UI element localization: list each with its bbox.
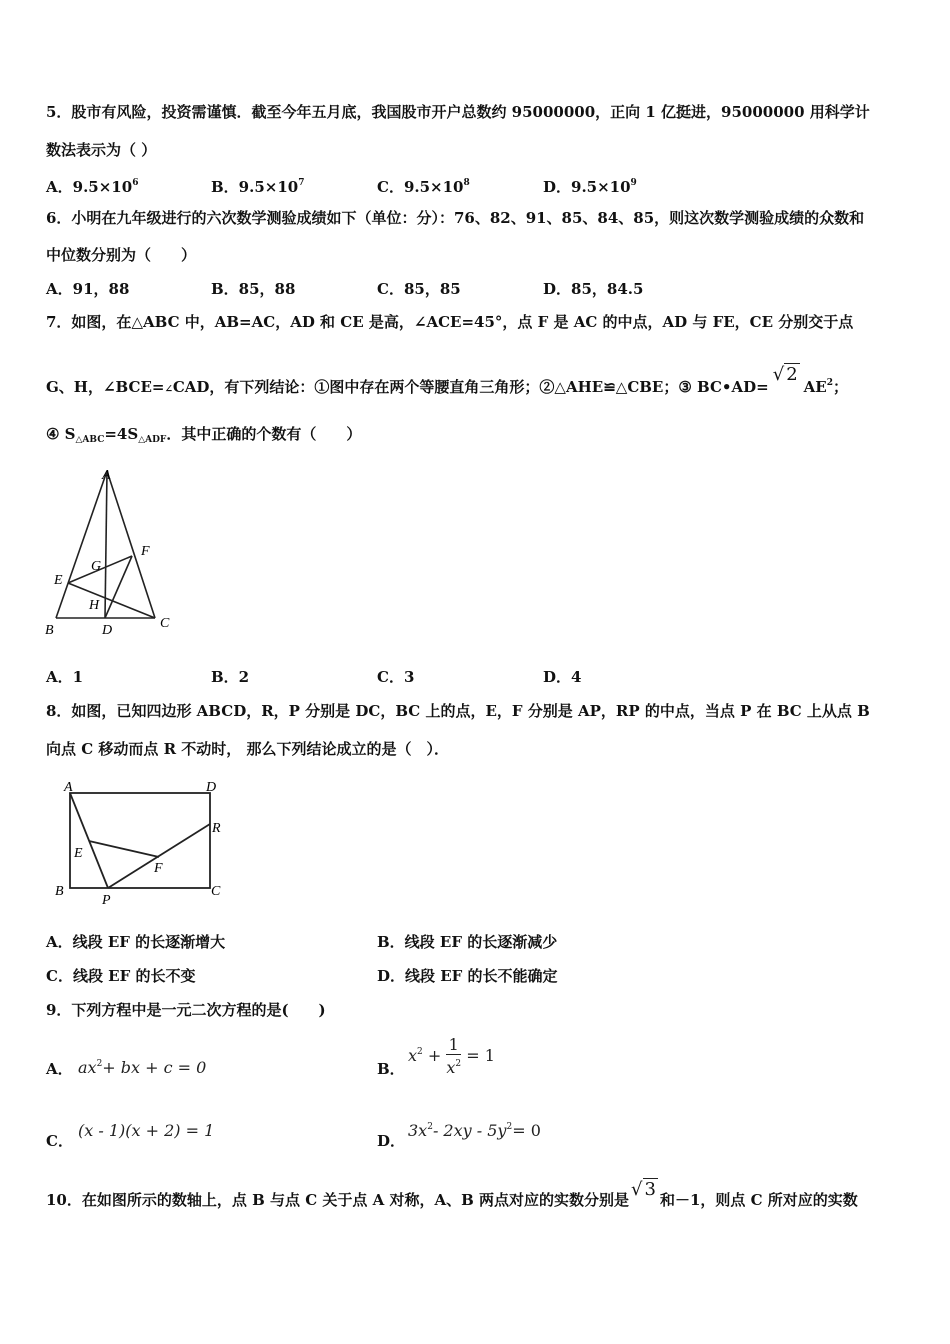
- label-b: B: [55, 884, 64, 899]
- q8-option-a: A．线段 EF 的长逐渐增大: [46, 933, 226, 951]
- q9-equation-d: $3x^2-$ $2xy - 5y^2= 0$: [408, 1121, 541, 1140]
- q5-option-c: C．$9.5\times 10^8$: [377, 178, 470, 196]
- q9-equation-a: $ax^2+$ bx + c = 0: [78, 1058, 207, 1077]
- label-d: D: [102, 623, 113, 638]
- fraction-1-over-x2: $\frac{1}{x^2}$: [446, 1035, 462, 1077]
- q6-option-a: A．91，88: [46, 280, 130, 298]
- q5-option-b: B．$9.5\times 10^7$: [211, 178, 305, 196]
- label-a: A: [102, 468, 111, 483]
- label-a: A: [64, 780, 73, 795]
- q9-option-c-label: C．: [46, 1132, 73, 1150]
- segment-ec: [68, 583, 155, 618]
- q8-option-b: B．线段 EF 的长逐渐减少: [377, 933, 558, 951]
- sqrt-2: √ 2: [772, 364, 798, 385]
- label-f: F: [141, 544, 150, 559]
- q9-line1: 9．下列方程中是一元二次方程的是( ): [46, 1001, 326, 1019]
- q7-option-d: D．4: [543, 668, 582, 686]
- q5-option-d: D．$9.5\times 10^9$: [543, 178, 637, 196]
- q9-option-a-label: A．: [46, 1060, 73, 1078]
- q9-equation-b: $x^2$ + $\frac{1}{x^2}$ = 1: [408, 1035, 495, 1077]
- label-p: P: [102, 893, 111, 907]
- q5-line2: 数法表示为（ ）: [46, 141, 157, 159]
- q7-option-a: A．1: [46, 668, 84, 686]
- q6-line1: 6．小明在九年级进行的六次数学测验成绩如下（单位：分）：76、82、91、85、84、85，则这次数学测验成绩的众数和: [46, 209, 865, 227]
- q7-triangle-figure: [44, 463, 179, 643]
- q7-line3: ④ $S_{\triangle ABC}=4S_{\triangle ADF}$．其中正确的个数有（ ）: [46, 425, 362, 445]
- q6-line2: 中位数分别为（ ）: [46, 246, 197, 264]
- q6-option-c: C．85，85: [377, 280, 461, 298]
- q10-line1: 10．在如图所示的数轴上，点 B 与点 C 关于点 A 对称，A、B 两点对应的实数分别是 √ 3 和－1，则点 C 所对应的实数: [46, 1179, 858, 1209]
- q7-option-b: B．2: [211, 668, 250, 686]
- label-c: C: [160, 616, 170, 631]
- segment-ap: [70, 793, 108, 888]
- q9-option-b-label: B．: [377, 1060, 405, 1078]
- q6-option-d: D．85，84.5: [543, 280, 644, 298]
- q8-rectangle-figure: [50, 777, 235, 907]
- q5-option-a: A．$9.5\times 10^6$: [46, 178, 139, 196]
- segment-pr: [108, 824, 210, 888]
- q7-line1: 7．如图，在△ABC 中，AB=AC，AD 和 CE 是高，∠ACE=45°，点 F 是 AC 的中点，AD 与 FE，CE 分别交于点: [46, 313, 854, 331]
- q9-option-d-label: D．: [377, 1132, 406, 1150]
- q8-line2: 向点 C 移动而点 R 不动时， 那么下列结论成立的是（ ）．: [46, 740, 450, 758]
- label-g: G: [91, 559, 102, 574]
- q9-equation-c: (x - 1)(x + 2) = 1: [78, 1121, 215, 1140]
- label-b: B: [45, 623, 54, 638]
- label-e: E: [74, 846, 83, 861]
- label-h: H: [89, 598, 100, 613]
- q8-option-c: C．线段 EF 的长不变: [46, 967, 196, 985]
- label-d: D: [206, 780, 217, 795]
- rectangle-abcd: [70, 793, 210, 888]
- label-f: F: [154, 861, 163, 876]
- q8-option-d: D．线段 EF 的长不能确定: [377, 967, 558, 985]
- q7-option-c: C．3: [377, 668, 415, 686]
- segment-ef: [89, 841, 159, 857]
- q5-line1: 5．股市有风险，投资需谨慎．截至今年五月底，我国股市开户总数约 95000000，正向 1 亿挺进，95000000 用科学计: [46, 103, 870, 121]
- label-c: C: [211, 884, 221, 899]
- segment-ad: [105, 471, 107, 618]
- q8-line1: 8．如图，已知四边形 ABCD，R，P 分别是 DC，BC 上的点，E，F 分别是 AP，RP 的中点，当点 P 在 BC 上从点 B: [46, 702, 870, 720]
- label-r: R: [212, 821, 221, 836]
- label-e: E: [54, 573, 63, 588]
- q6-option-b: B．85，88: [211, 280, 296, 298]
- q7-line2: G、H，∠BCE=∠CAD，有下列结论：①图中存在两个等腰直角三角形；②△AHE≌△CBE；③ BC•AD=√ $2AE^2$；: [46, 364, 849, 396]
- sqrt-3: √ 3: [631, 1179, 656, 1200]
